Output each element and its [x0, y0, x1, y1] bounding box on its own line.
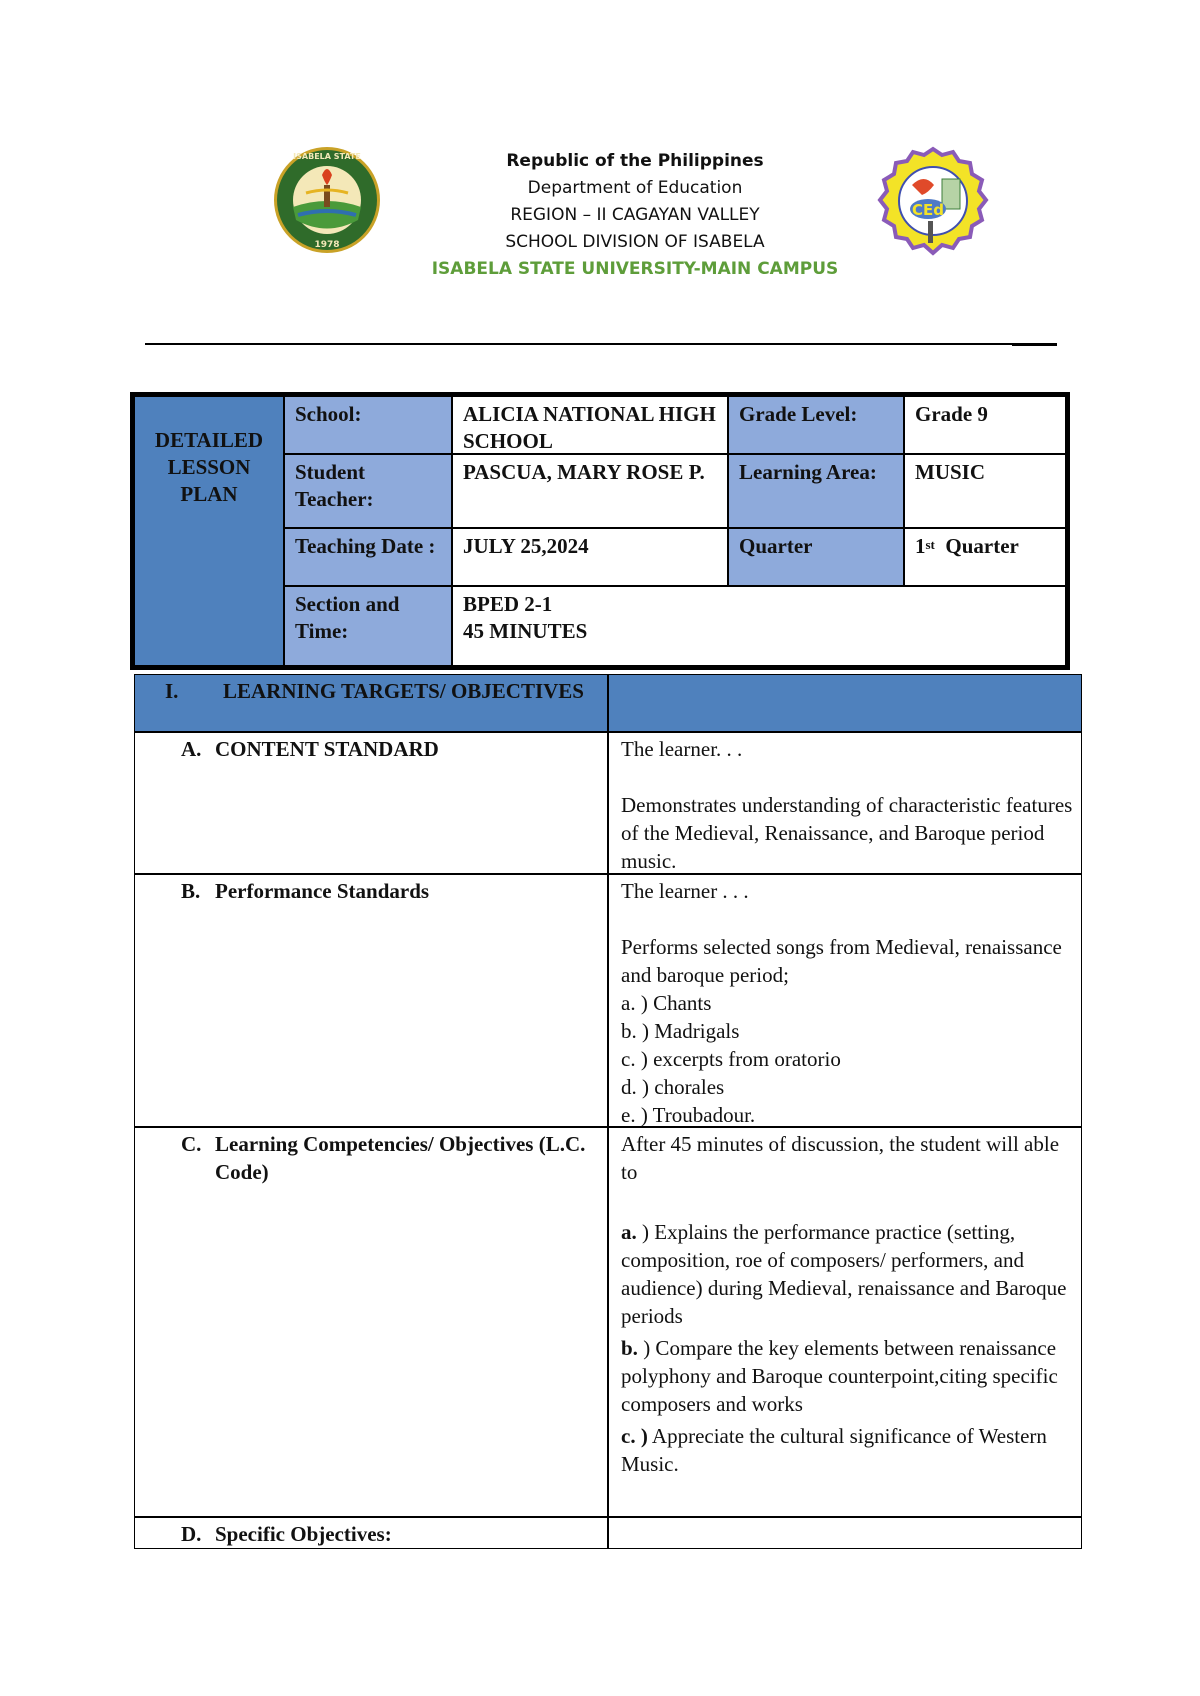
learning-competencies-intro: After 45 minutes of discussion, the student will able to: [621, 1132, 1060, 1184]
competency-b: b. ) Compare the key elements between renaissance polyphony and Baroque counterpoint,citing specific composers and works: [621, 1336, 1058, 1416]
performance-standards-row: B. Performance Standards The learner . . . Performs selected songs from Medieval, renaissance and baroque period; a. ) Chants b. ) Madrigals c. ) excerpts from oratorio d. ) chorales e. ) Troubadour.: [134, 874, 1082, 1127]
teaching-date-value: JULY 25,2024: [452, 528, 728, 586]
lesson-info-table: [130, 392, 1070, 670]
quarter-value: 1st Quarter: [904, 528, 1066, 586]
school-header: [380, 148, 890, 283]
grade-level-value: Grade 9: [904, 396, 1066, 454]
list-item: d. ) chorales: [621, 1075, 725, 1099]
learning-targets-heading: LEARNING TARGETS/ OBJECTIVES: [223, 679, 584, 703]
specific-objectives-label: Specific Objectives:: [215, 1522, 392, 1546]
content-standard-text: Demonstrates understanding of characteristic features of the Medieval, Renaissance, and Baroque period music.: [621, 793, 1073, 873]
learning-targets-header-row: I. LEARNING TARGETS/ OBJECTIVES: [134, 674, 1082, 732]
header-divider-accent: [1012, 343, 1057, 346]
student-teacher-label: Student Teacher:: [284, 454, 452, 528]
performance-standards-label: Performance Standards: [215, 879, 430, 903]
teaching-date-label: Teaching Date :: [284, 528, 452, 586]
performance-standards-text: Performs selected songs from Medieval, renaissance and baroque period;: [621, 935, 1062, 987]
list-item: c. ) excerpts from oratorio: [621, 1047, 841, 1071]
header-region: REGION – II CAGAYAN VALLEY: [510, 205, 760, 225]
list-item: e. ) Troubadour.: [621, 1103, 756, 1127]
header-division: SCHOOL DIVISION OF ISABELA: [505, 232, 765, 252]
learning-competencies-label: Learning Competencies/ Objectives (L.C. Code): [215, 1132, 586, 1184]
list-item: b. ) Madrigals: [621, 1019, 740, 1043]
school-value: ALICIA NATIONAL HIGH SCHOOL: [452, 396, 728, 454]
isabela-state-university-seal-icon: [272, 145, 382, 255]
school-label: School:: [284, 396, 452, 454]
svg-text:1978: 1978: [314, 240, 340, 250]
learning-competencies-row: C. Learning Competencies/ Objectives (L.C. Code) After 45 minutes of discussion, the student will able to a. ) Explains the performance practice (setting, composition, roe of composers/ performers, and audience) during Medieval, renaissance and Baroque periods b. ) Compare the key elements between renaissance polyphony and Baroque counterpoint,citing specific composers and works c. ) Appreciate the cultural significance of Western Music.: [134, 1127, 1082, 1517]
header-department: Department of Education: [527, 178, 743, 198]
section-time-label: Section and Time:: [284, 586, 452, 666]
content-standard-label: CONTENT STANDARD: [215, 737, 439, 761]
grade-level-label: Grade Level:: [728, 396, 904, 454]
list-item: a. ) Chants: [621, 991, 712, 1015]
svg-text:ISABELA STATE: ISABELA STATE: [293, 152, 361, 161]
performance-standards-intro: The learner . . .: [621, 879, 749, 903]
ced-college-logo-icon: [876, 145, 991, 260]
section-time-value: BPED 2-1 45 MINUTES: [452, 586, 1066, 666]
content-standard-row: A. CONTENT STANDARD The learner. . . Demonstrates understanding of characteristic features of the Medieval, Renaissance, and Baroque period music.: [134, 732, 1082, 874]
competency-a: a. ) Explains the performance practice (setting, composition, roe of composers/ performers, and audience) during Medieval, renaissance and Baroque periods: [621, 1220, 1067, 1328]
specific-objectives-row: D. Specific Objectives:: [134, 1517, 1082, 1549]
ced-logo-text: CEd: [912, 201, 944, 219]
header-divider: [145, 343, 1057, 345]
competency-c: c. ) Appreciate the cultural significance of Western Music.: [621, 1424, 1047, 1476]
header-republic: Republic of the Philippines: [506, 151, 764, 171]
header-university: ISABELA STATE UNIVERSITY-MAIN CAMPUS: [431, 259, 839, 279]
learning-area-value: MUSIC: [904, 454, 1066, 528]
lesson-plan-title: DETAILED LESSON PLAN: [134, 396, 284, 666]
student-teacher-value: PASCUA, MARY ROSE P.: [452, 454, 728, 528]
learning-area-label: Learning Area:: [728, 454, 904, 528]
quarter-label: Quarter: [728, 528, 904, 586]
content-standard-intro: The learner. . .: [621, 737, 743, 761]
